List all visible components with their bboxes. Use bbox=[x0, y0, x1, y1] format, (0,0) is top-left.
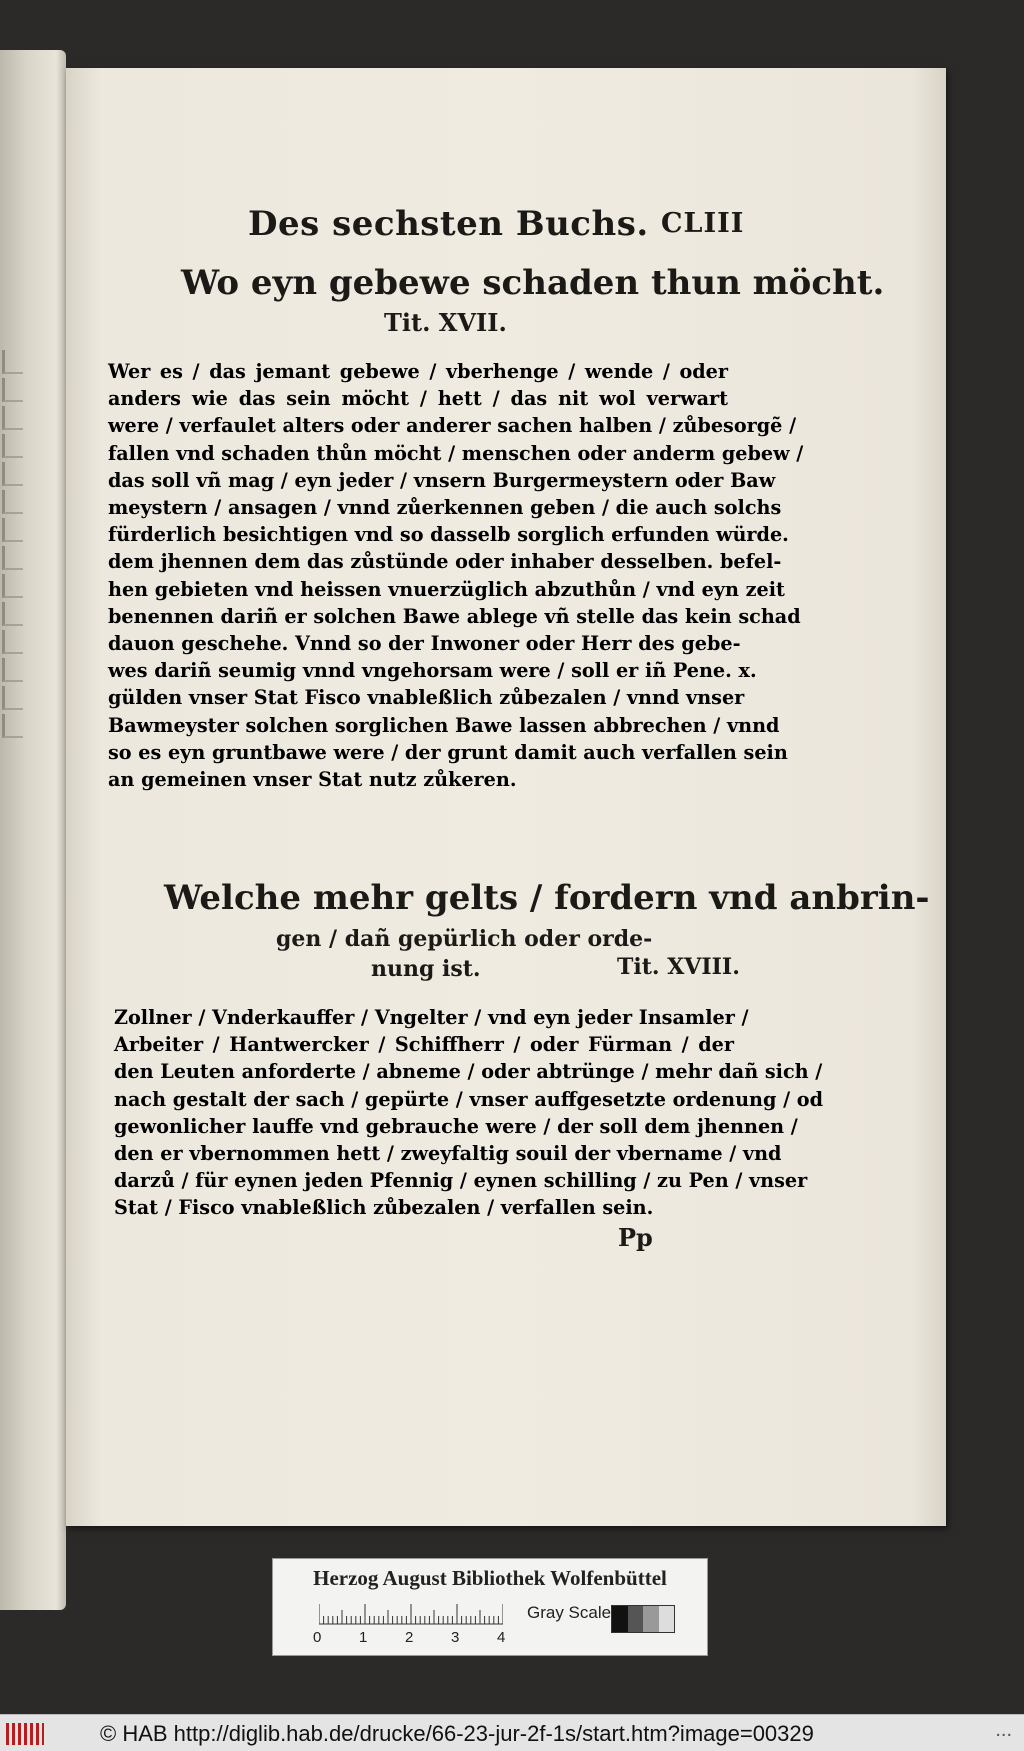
ruler-label: 0 bbox=[313, 1629, 322, 1646]
running-head: Des sechsten Buchs. bbox=[248, 204, 649, 244]
section-number-1: Tit. XVII. bbox=[384, 308, 507, 337]
more-icon[interactable]: ... bbox=[995, 1719, 1012, 1741]
grayscale-swatches bbox=[611, 1605, 675, 1633]
text-line: anders wie das sein möcht / hett / das nit wol verwart bbox=[108, 387, 728, 411]
section-body-1 bbox=[108, 358, 804, 793]
grayscale-swatch bbox=[659, 1606, 675, 1632]
text-line: were / verfaulet alters oder anderer sachen halben / zůbesorgẽ / bbox=[108, 414, 797, 438]
section-number-2: Tit. XVIII. bbox=[617, 954, 740, 980]
ruler-label: 1 bbox=[359, 1629, 368, 1646]
text-line: benennen dariñ er solchen Bawe ablege vñ stelle das kein schad bbox=[108, 604, 801, 628]
section-title-2: Welche mehr gelts / fordern vnd anbrin- bbox=[164, 878, 930, 918]
book-page bbox=[66, 68, 946, 1526]
ruler-label: 3 bbox=[451, 1629, 460, 1646]
section-title-1: Wo eyn gebewe schaden thun möcht. bbox=[181, 263, 885, 303]
text-line: hen gebieten vnd heissen vnuerzüglich abzuthůn / vnd eyn zeit bbox=[108, 577, 785, 601]
text-line: darzů / für eynen jeden Pfennig / eynen schilling / zu Pen / vnser bbox=[114, 1169, 808, 1193]
hab-logo-icon bbox=[6, 1723, 44, 1745]
adjacent-page-edge bbox=[0, 50, 66, 1610]
section-title-2-line-3: nung ist. bbox=[371, 956, 481, 982]
grayscale-swatch bbox=[612, 1606, 628, 1632]
text-line: wes dariñ seumig vnnd vngehorsam were / soll er iñ Pene. x. bbox=[108, 659, 757, 683]
ruler-label: 4 bbox=[497, 1629, 506, 1646]
adjacent-page-text-fragments bbox=[2, 350, 28, 742]
section-body-2 bbox=[114, 1004, 823, 1222]
text-line: Arbeiter / Hantwercker / Schiffherr / oder Fürman / der bbox=[114, 1033, 734, 1057]
text-line: den Leuten anforderte / abneme / oder abtrünge / mehr dañ sich / bbox=[114, 1060, 823, 1084]
grayscale-swatch bbox=[643, 1606, 659, 1632]
text-line: meystern / ansagen / vnnd zůerkennen geben / die auch solchs bbox=[108, 496, 782, 520]
folio-number: CLIII bbox=[661, 208, 745, 239]
text-line: nach gestalt der sach / gepürte / vnser auffgesetzte ordenung / od bbox=[114, 1087, 823, 1111]
footer-bar bbox=[0, 1714, 1024, 1751]
text-line: gewonlicher lauffe vnd gebrauche were / der soll dem jhennen / bbox=[114, 1114, 798, 1138]
text-line: dauon geschehe. Vnnd so der Inwoner oder Herr des gebe- bbox=[108, 632, 741, 656]
signature-mark: Pp bbox=[618, 1223, 653, 1252]
text-line: fallen vnd schaden thůn möcht / menschen oder anderm gebew / bbox=[108, 441, 804, 465]
ruler-label: 2 bbox=[405, 1629, 414, 1646]
grayscale-label: Gray Scale bbox=[527, 1603, 612, 1622]
section-title-2-line-2: gen / dañ gepürlich oder orde- bbox=[276, 926, 653, 952]
text-line: fürderlich besichtigen vnd so dasselb sorglich erfunden würde. bbox=[108, 523, 789, 547]
text-line: Zollner / Vnderkauffer / Vngelter / vnd eyn jeder Insamler / bbox=[114, 1006, 749, 1029]
text-line: dem jhennen dem das zůstünde oder inhaber desselben. befel- bbox=[108, 550, 782, 574]
text-line: das soll vñ mag / eyn jeder / vnsern Burgermeystern oder Baw bbox=[108, 468, 776, 492]
text-line: an gemeinen vnser Stat nutz zůkeren. bbox=[108, 768, 517, 792]
text-line: Stat / Fisco vnableßlich zůbezalen / verfallen sein. bbox=[114, 1196, 654, 1220]
text-line: Wer es / das jemant gebewe / vberhenge / wende / oder bbox=[108, 360, 728, 383]
ruler-scale bbox=[319, 1603, 503, 1625]
text-line: den er vbernommen hett / zweyfaltig souil der vbername / vnd bbox=[114, 1142, 782, 1166]
text-line: gülden vnser Stat Fisco vnableßlich zůbezalen / vnnd vnser bbox=[108, 686, 745, 710]
text-line: so es eyn gruntbawe were / der grunt damit auch verfallen sein bbox=[108, 740, 788, 764]
grayscale-swatch bbox=[628, 1606, 644, 1632]
library-name: Herzog August Bibliothek Wolfenbüttel bbox=[313, 1566, 667, 1590]
library-color-bar bbox=[272, 1558, 708, 1656]
footer-url[interactable]: © HAB http://diglib.hab.de/drucke/66-23-jur-2f-1s/start.htm?image=00329 bbox=[100, 1721, 814, 1746]
text-line: Bawmeyster solchen sorglichen Bawe lassen abbrechen / vnnd bbox=[108, 713, 780, 737]
